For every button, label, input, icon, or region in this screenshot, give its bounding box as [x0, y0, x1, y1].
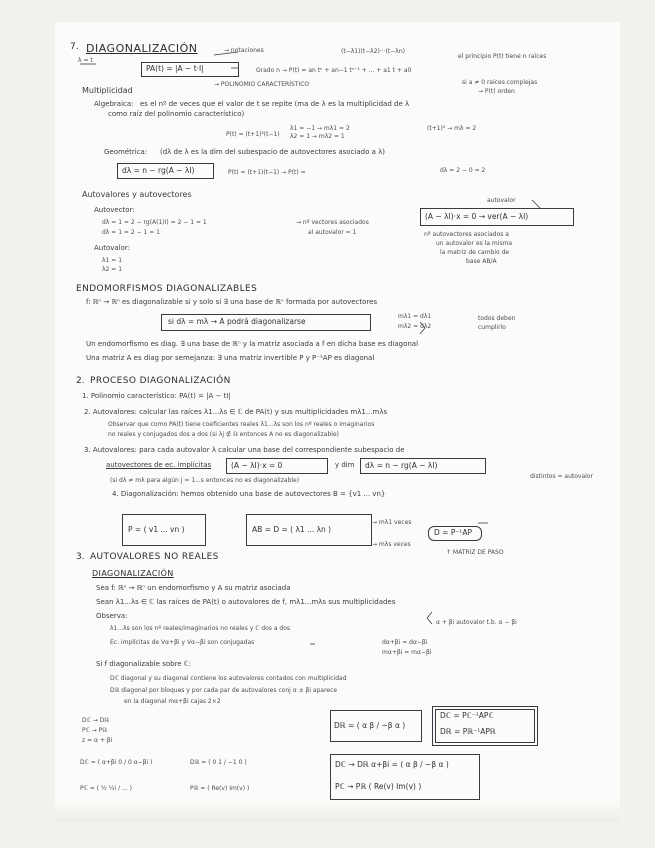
example-dr: Dℝ = ( 0 1 / −1 0 ): [190, 759, 247, 766]
process-step-3b: autovectores de ec. implícitas: [106, 461, 212, 469]
section-marker: 7.: [70, 42, 79, 52]
alg-example: λ2 = 1 → mλ2 = 1: [290, 133, 345, 140]
complex-map: Pℂ → Pℝ: [82, 727, 108, 734]
char-poly-note: → POLINOMIO CARACTERÍSTICO: [214, 81, 310, 88]
change-formula-r: Dℝ = Pℝ⁻¹APℝ: [440, 727, 496, 736]
eigenvalue-label: Autovalor:: [94, 244, 131, 252]
complex-observe-side: α + βi autovalor t.b. α − βi: [436, 619, 517, 626]
summary-line-2: Pℂ → Pℝ ( Re(v) Im(v) ): [335, 782, 422, 791]
eigenvector-label: Autovector:: [94, 206, 135, 214]
eigenvalue-eq: λ2 = 1: [102, 266, 123, 273]
endo-bullet-1: Un endomorfismo es diag. ∃ una base de ℝⁿ y la matriz asociada a f en dicha base es diagonal: [86, 340, 419, 348]
factored-poly: (t−λ1)(t−λ2)···(t−λn): [341, 48, 405, 55]
endo-side: mλ1 = dλ1: [398, 313, 432, 320]
geo-example: P(t) = (t+1)(t−1) → P(t) =: [228, 169, 306, 176]
eigen-equation: (A − λI)·x = 0 → ver(A − λI): [425, 212, 529, 221]
brace: [427, 612, 432, 624]
d-matrix-note: → mλs veces: [372, 541, 411, 548]
endo-title: ENDOMORFISMOS DIAGONALIZABLES: [76, 284, 258, 294]
change-formula-c: Dℂ = Pℂ⁻¹APℂ: [440, 711, 494, 720]
alg-example: (t+1)² → mλ = 2: [427, 125, 477, 132]
example-dc: Dℂ = ( α+βi 0 / 0 α−βi ): [80, 759, 153, 766]
d-matrix-note: → mλ1 veces: [372, 519, 412, 526]
complex-subtitle: DIAGONALIZACIÓN: [92, 569, 174, 578]
alg-example: λ1 = −1 → mλ1 = 2: [290, 125, 350, 132]
implicit-eq: (A − λI)·x = 0: [231, 461, 283, 470]
eigen-side-note: base AB/A: [466, 258, 497, 265]
eigenvector-note: → nº vectores asociados: [296, 219, 369, 226]
example-pc: Pℂ = ( ½ ½i / ... ): [80, 785, 132, 792]
complex-observe-a: λ1...λs son los nº reales/imaginarios no reales y ℂ dos a dos: [110, 625, 291, 632]
complex-observe-side: dα+βi = dα−βi: [382, 639, 428, 646]
process-step-1: 1. Polinomio característico: PA(t) = |A − tI|: [82, 392, 231, 400]
complex-bullet-1: Sea f: ℝⁿ → ℝⁿ un endomorfismo y A su matriz asociada: [96, 584, 291, 592]
multiplicity-label: Multiplicidad: [82, 86, 133, 95]
side-note: el principio P(t) tiene n raíces: [458, 53, 547, 60]
transition-matrix-note: ↑ MATRIZ DE PASO: [446, 549, 504, 556]
geo-formula: dλ = n − rg(A − λI): [122, 166, 195, 175]
eigen-side-note: un autovalor es la misma: [436, 240, 513, 247]
process-step-2b: Observar que como PA(t) tiene coeficientes reales λ1...λs son los nº reales o imaginarios: [108, 421, 375, 428]
complex-map: z = α + βi: [82, 737, 113, 744]
degree-formula: Grado n → P(t) = an tⁿ + an−1 tⁿ⁻¹ + ... + a1 t + a0: [256, 67, 412, 74]
complex-bullet-4: Si f diagonalizable sobre ℂ:: [96, 660, 192, 668]
process-step-3: 3. Autovalores: para cada autovalor λ calcular una base del correspondiente subespacio de: [84, 446, 405, 454]
notation-note: → notaciones: [224, 47, 264, 54]
process-title: PROCESO DIAGONALIZACIÓN: [90, 376, 231, 386]
complex-bullet-2: Sean λ1...λs ∈ ℂ las raíces de PA(t) o autovalores de f, mλ1...mλs sus multiplicidades: [96, 598, 396, 606]
section-title: DIAGONALIZACIÓN: [86, 42, 198, 55]
process-step-2c: no reales y conjugados dos a dos (si λj ∉ ℝ entonces A no es diagonalizable): [108, 431, 339, 438]
eigen-heading: Autovalores y autovectores: [82, 190, 192, 199]
complex-bullet-3: Observa:: [96, 612, 128, 620]
complex-map: Dℂ → Dℝ: [82, 717, 110, 724]
arrow-line: [532, 200, 540, 208]
complex-observe-b: Ec. implícitas de Vα+βi y Vα−βi son conjugadas: [110, 639, 255, 646]
complex-observe-side: mα+βi = mα−βi: [382, 649, 432, 656]
complex-diag-c: Dℂ diagonal y su diagonal contiene los autovalores contados con multiplicidad: [110, 675, 347, 682]
geo-example: dλ = 2 − 0 = 2: [440, 167, 486, 174]
char-poly-formula: PA(t) = |A − t·I|: [146, 64, 204, 73]
eigen-side-note: la matriz de cambio de: [440, 249, 510, 256]
d-formula: D = P⁻¹AP: [434, 528, 472, 537]
d-matrix: AB = D = ( λ1 ... λn ): [252, 525, 332, 534]
process-step-3d: (si dλ ≠ mλ para algún j = 1...s entonces no es diagonalizable): [110, 477, 300, 484]
example-pr: Pℝ = ( Re(v) Im(v) ): [190, 785, 250, 792]
p-matrix: P = ( v1 ... vn ): [128, 525, 185, 534]
process-side-note: distintos = autovalor: [530, 473, 593, 480]
alg-example: P(t) = (t+1)²(t−1): [226, 131, 280, 138]
side-note: si a ≠ 0 raíces complejas: [462, 79, 538, 86]
section-marker: 2.: [76, 376, 85, 386]
complex-diag-r: Dℝ diagonal por bloques y por cada par de autovalores conj α ± βi aparece: [110, 687, 338, 694]
algebraic-text: es el nº de veces que el valor de t se repite (ma de λ es la multiplicidad de λ: [140, 100, 410, 108]
endo-bullet-2: Una matriz A es diag por semejanza: ∃ una matriz invertible P y P⁻¹AP es diagonal: [86, 354, 375, 362]
complex-title: AUTOVALORES NO REALES: [90, 552, 219, 562]
algebraic-label: Algebraica:: [94, 100, 134, 108]
endo-side: todos deben: [478, 315, 516, 322]
process-step-2: 2. Autovalores: calcular las raíces λ1...λs ∈ ℂ de PA(t) y sus multiplicidades mλ1...mλs: [84, 408, 388, 416]
endo-definition: f: ℝⁿ → ℝⁿ es diagonalizable si y solo si ∃ una base de ℝⁿ formada por autovectores: [86, 298, 378, 306]
dr-block: Dℝ = ( α β / −β α ): [334, 721, 406, 730]
geometric-text: (dλ de λ es la dim del subespacio de autovectores asociado a λ): [160, 148, 385, 156]
eigenvector-eq: dλ = 1 = 2 − 1 = 1: [102, 229, 160, 236]
process-step-4: 4. Diagonalización: hemos obtenido una base de autovectores B = {v1 ... vn}: [112, 490, 386, 498]
eigenvalue-eq: λ1 = 1: [102, 257, 123, 264]
eigen-side-note: nº autovectores asociados a: [424, 231, 509, 238]
complex-diag-r2: en la diagonal mα+βi cajas 2×2: [124, 698, 221, 705]
eigenvector-note: al autovalor = 1: [308, 229, 357, 236]
dim-formula: dλ = n − rg(A − λI): [365, 461, 438, 470]
section-marker: 3.: [76, 552, 85, 562]
algebraic-text-2: como raíz del polinomio característico): [108, 110, 245, 118]
autovalor-tag: autovalor: [487, 197, 516, 204]
lambda-eq: λ = t: [78, 57, 93, 64]
process-step-3c: y dim: [335, 461, 355, 469]
side-note: → P(t) orden: [478, 88, 515, 95]
endo-condition: si dλ = mλ → A podrá diagonalizarse: [168, 317, 306, 326]
eigenvector-eq: dλ = 1 = 2 − rg(A(1)I) = 2 − 1 = 1: [102, 219, 207, 226]
summary-line-1: Dℂ → Dℝ α+βi = ( α β / −β α ): [335, 760, 449, 769]
geometric-label: Geométrica:: [104, 148, 148, 156]
endo-side: cumplirlo: [478, 324, 506, 331]
endo-side: mλ2 = dλ2: [398, 323, 432, 330]
